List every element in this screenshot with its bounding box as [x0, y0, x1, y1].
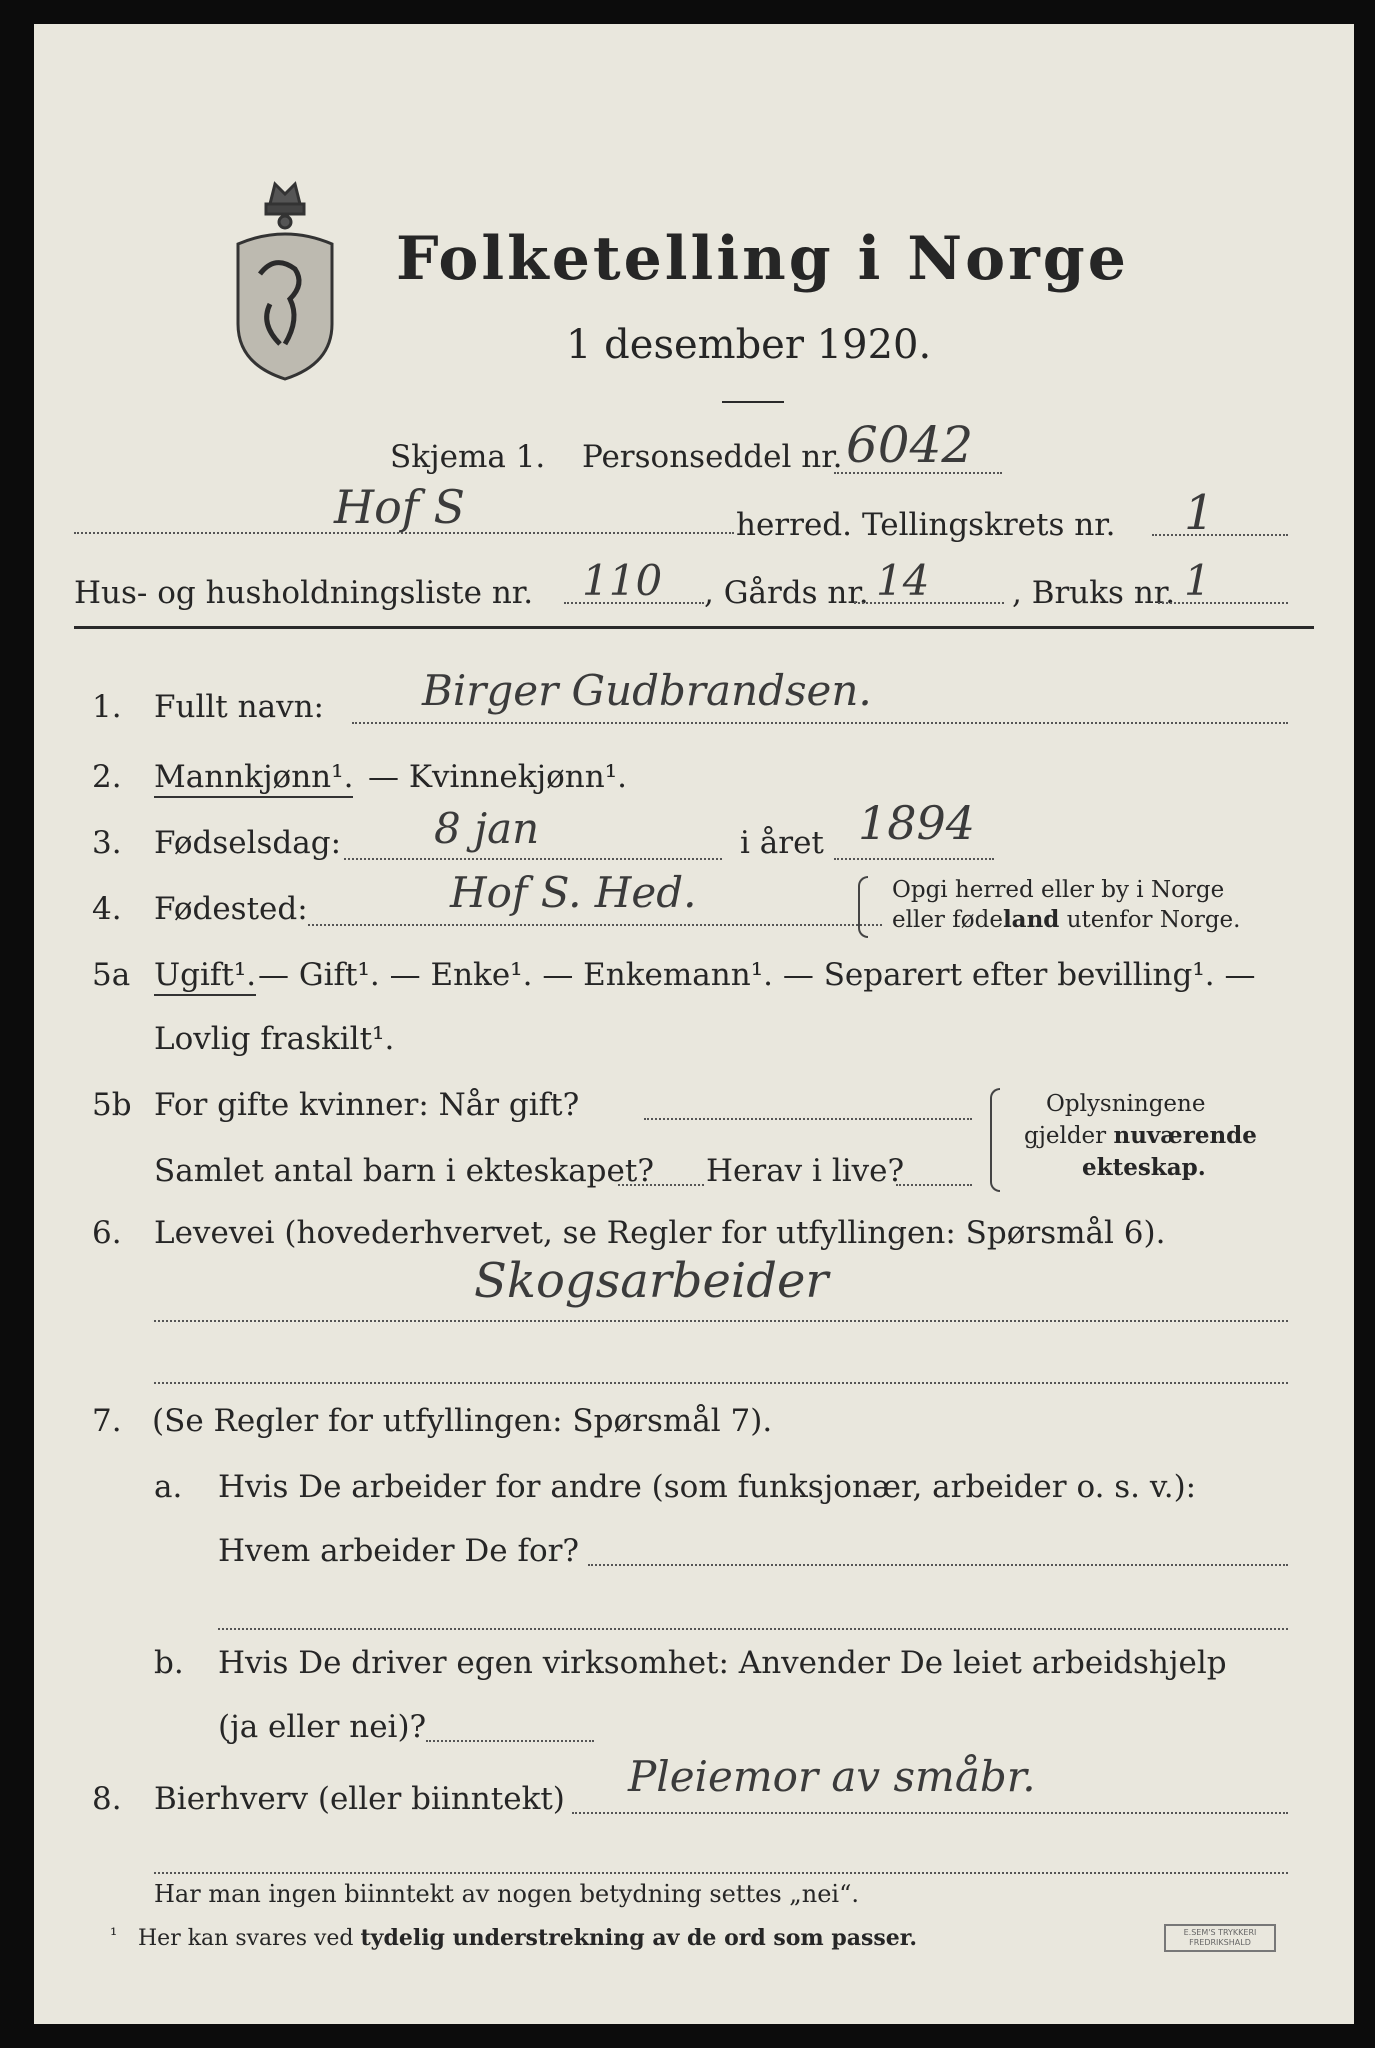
q4-birthplace: Hof S. Hed. [450, 868, 697, 917]
q7-label: (Se Regler for utfyllingen: Spørsmål 7). [152, 1403, 773, 1439]
q5b-note-line3: ekteskap. [1082, 1154, 1206, 1181]
q4-label: Fødested: [154, 891, 308, 927]
q5b-married-dotted-line [644, 1118, 972, 1120]
q5b-note-bracket [990, 1088, 1000, 1192]
q6-label: Levevei (hovederhvervet, se Regler for utfyllingen: Spørsmål 6). [154, 1215, 1166, 1251]
q7a-label: Hvis De arbeider for andre (som funksjonær, arbeider o. s. v.): [218, 1469, 1197, 1505]
q8-label: Bierhverv (eller biinntekt) [154, 1781, 565, 1817]
q7b-dotted-line [426, 1740, 594, 1742]
q5b-children-dotted-line [618, 1184, 704, 1186]
q7a-dotted-line-1 [588, 1564, 1288, 1566]
q3-label: Fødselsdag: [154, 825, 342, 861]
q5a-divorced-option: Lovlig fraskilt¹. [154, 1021, 395, 1057]
herred-value: Hof S [334, 480, 465, 534]
q5b-children-label: Samlet antal barn i ekteskapet? [154, 1153, 654, 1189]
census-form-page [34, 24, 1354, 2024]
footnote-text: Her kan svares ved tydelig understrekning av de ord som passer. [138, 1925, 918, 1951]
q1-dotted-line [352, 722, 1288, 724]
q3-number: 3. [92, 825, 122, 861]
q2-number: 2. [92, 759, 122, 795]
q3-birth-day: 8 jan [434, 804, 540, 853]
q4-number: 4. [92, 891, 122, 927]
q6-dotted-line-2 [154, 1382, 1288, 1384]
q3-birth-year: 1894 [858, 796, 976, 850]
herred-label: herred. [736, 507, 852, 543]
header-separator [74, 626, 1314, 629]
hus-label: Hus- og husholdningsliste nr. [74, 575, 534, 611]
q6-occupation: Skogsarbeider [474, 1253, 829, 1309]
printer-stamp: E.SEM'S TRYKKERI FREDRIKSHALD [1164, 1924, 1276, 1952]
q4-note-line1: Opgi herred eller by i Norge [892, 877, 1225, 903]
q7a-number: a. [154, 1469, 183, 1505]
q3-year-label: i året [740, 825, 824, 861]
q8-dotted-line-1 [572, 1812, 1288, 1814]
q8-number: 8. [92, 1781, 122, 1817]
q8-side-income: Pleiemor av småbr. [628, 1752, 1036, 1801]
q7b-yes-no-label: (ja eller nei)? [218, 1709, 427, 1745]
personseddel-number: 6042 [846, 416, 974, 474]
q6-number: 6. [92, 1215, 122, 1251]
q4-dotted-line [308, 924, 882, 926]
census-date: 1 desember 1920. [566, 322, 932, 368]
q8-dotted-line-2 [154, 1872, 1288, 1874]
tellingskrets-value: 1 [1184, 485, 1215, 541]
tellingskrets-dotted-line [1152, 534, 1288, 536]
q4-note-bracket [858, 876, 868, 938]
q2-male-underlined: Mannkjønn¹. [154, 758, 353, 798]
hus-value: 110 [582, 556, 663, 605]
footnote-marker: ¹ [110, 1925, 118, 1946]
q5b-note-line1: Oplysningene [1046, 1091, 1206, 1117]
q5a-unmarried-underlined: Ugift¹. [154, 956, 256, 996]
q5b-number: 5b [92, 1087, 132, 1123]
q3-dotted-line [344, 858, 722, 860]
q1-number: 1. [92, 689, 122, 725]
form-title: Folketelling i Norge [396, 224, 1129, 294]
bruks-dotted-line [1158, 602, 1288, 604]
q2-female-option: — Kvinnekjønn¹. [368, 759, 627, 795]
q6-dotted-line-1 [154, 1320, 1288, 1322]
q5b-alive-label: Herav i live? [706, 1153, 905, 1189]
q1-full-name: Birger Gudbrandsen. [422, 666, 872, 715]
bruks-value: 1 [1184, 556, 1211, 605]
q7b-label: Hvis De driver egen virksomhet: Anvender De leiet arbeidshjelp [218, 1645, 1227, 1681]
gards-value: 14 [876, 556, 930, 605]
tellingskrets-label: Tellingskrets nr. [862, 507, 1116, 543]
gards-label: , Gårds nr. [704, 575, 869, 611]
q5a-number: 5a [92, 957, 131, 993]
bruks-label: , Bruks nr. [1012, 575, 1176, 611]
q5b-alive-dotted-line [896, 1184, 972, 1186]
q3-year-dotted-line [834, 858, 994, 860]
personseddel-label: Personseddel nr. [582, 439, 843, 475]
q7-number: 7. [92, 1403, 122, 1439]
q5b-note-line2: gjelder nuværende [1024, 1122, 1257, 1149]
q5a-options: — Gift¹. — Enke¹. — Enkemann¹. — Separert efter bevilling¹. — [258, 957, 1256, 993]
q5b-label: For gifte kvinner: Når gift? [154, 1087, 580, 1123]
q4-note-line2: eller fødeland utenfor Norge. [892, 906, 1241, 933]
q7b-number: b. [154, 1645, 184, 1681]
no-income-note: Har man ingen biinntekt av nogen betydning settes „nei“. [154, 1880, 859, 1908]
norwegian-lion-coat-of-arms-icon [230, 164, 340, 384]
skjema-label: Skjema 1. [390, 439, 546, 475]
q7a-employer-label: Hvem arbeider De for? [218, 1533, 580, 1569]
title-divider [722, 401, 784, 403]
q7a-dotted-line-2 [218, 1628, 1288, 1630]
q1-label: Fullt navn: [154, 689, 324, 725]
